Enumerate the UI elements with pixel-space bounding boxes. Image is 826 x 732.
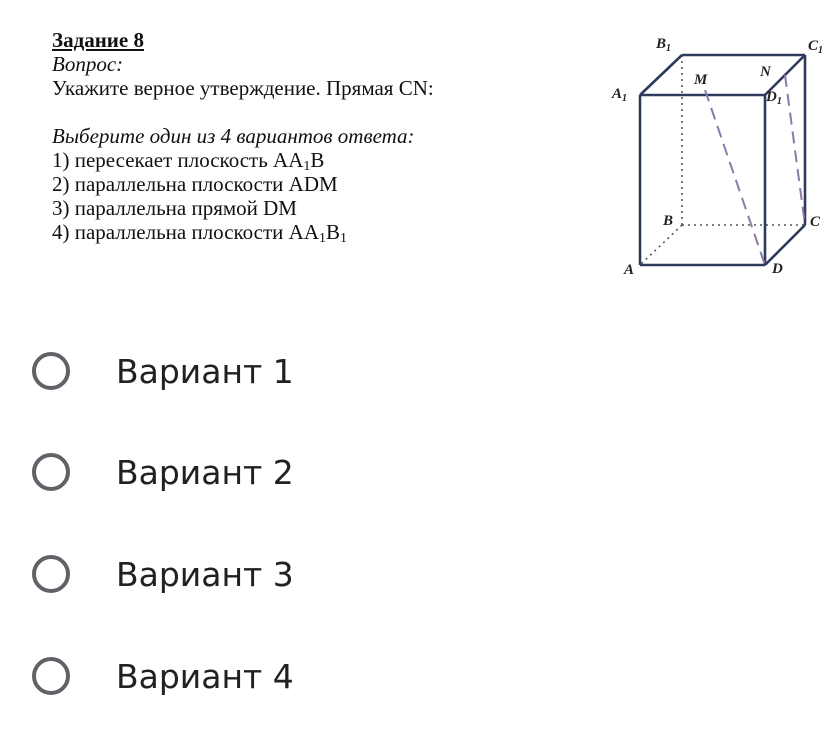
spacer [52, 100, 572, 124]
label-c: C [810, 214, 821, 230]
dashed-segments [705, 75, 805, 265]
task-block [52, 28, 572, 244]
prism-diagram [605, 30, 826, 285]
radio-button[interactable] [32, 555, 70, 593]
label-d1: $D_1$ [766, 89, 782, 107]
option-1[interactable] [32, 345, 432, 397]
option-label: Вариант 1 [116, 351, 294, 391]
task-title: Задание 8 [52, 28, 144, 52]
label-a: A [624, 262, 635, 278]
question-label: Вопрос: [52, 52, 124, 76]
option-label: Вариант 3 [116, 554, 294, 594]
label-n: N [760, 64, 771, 80]
radio-button[interactable] [32, 352, 70, 390]
option-label: Вариант 2 [116, 452, 294, 492]
label-b1: $B_1$ [656, 36, 672, 54]
radio-button[interactable] [32, 657, 70, 695]
answer-statement-4: 4) параллельна плоскости $AA_1B_1$ [52, 220, 348, 246]
option-label: Вариант 4 [116, 656, 294, 696]
answer-statement-2: 2) параллельна плоскости ADM [52, 172, 338, 196]
option-4[interactable] [32, 650, 432, 702]
segment-dm [705, 90, 765, 265]
option-3[interactable] [32, 548, 432, 600]
hidden-edges [640, 55, 805, 265]
option-2[interactable] [32, 446, 432, 498]
label-b: B [663, 213, 674, 229]
segment-cn [785, 75, 805, 225]
label-m: M [694, 72, 708, 88]
vertex-labels [611, 36, 823, 278]
instruction-text: Выберите один из 4 вариантов ответа: [52, 124, 415, 148]
answer-statement-1: 1) пересекает плоскость $AA_1B$ [52, 148, 325, 174]
edge-ab [640, 225, 682, 265]
visible-edges [640, 55, 805, 265]
label-a1: $A_1$ [612, 86, 628, 104]
label-c1: $C_1$ [808, 38, 824, 56]
radio-button[interactable] [32, 453, 70, 491]
label-d: D [772, 261, 783, 277]
question-text: Укажите верное утверждение. Прямая CN: [52, 76, 434, 100]
answer-statement-3: 3) параллельна прямой DM [52, 196, 297, 220]
